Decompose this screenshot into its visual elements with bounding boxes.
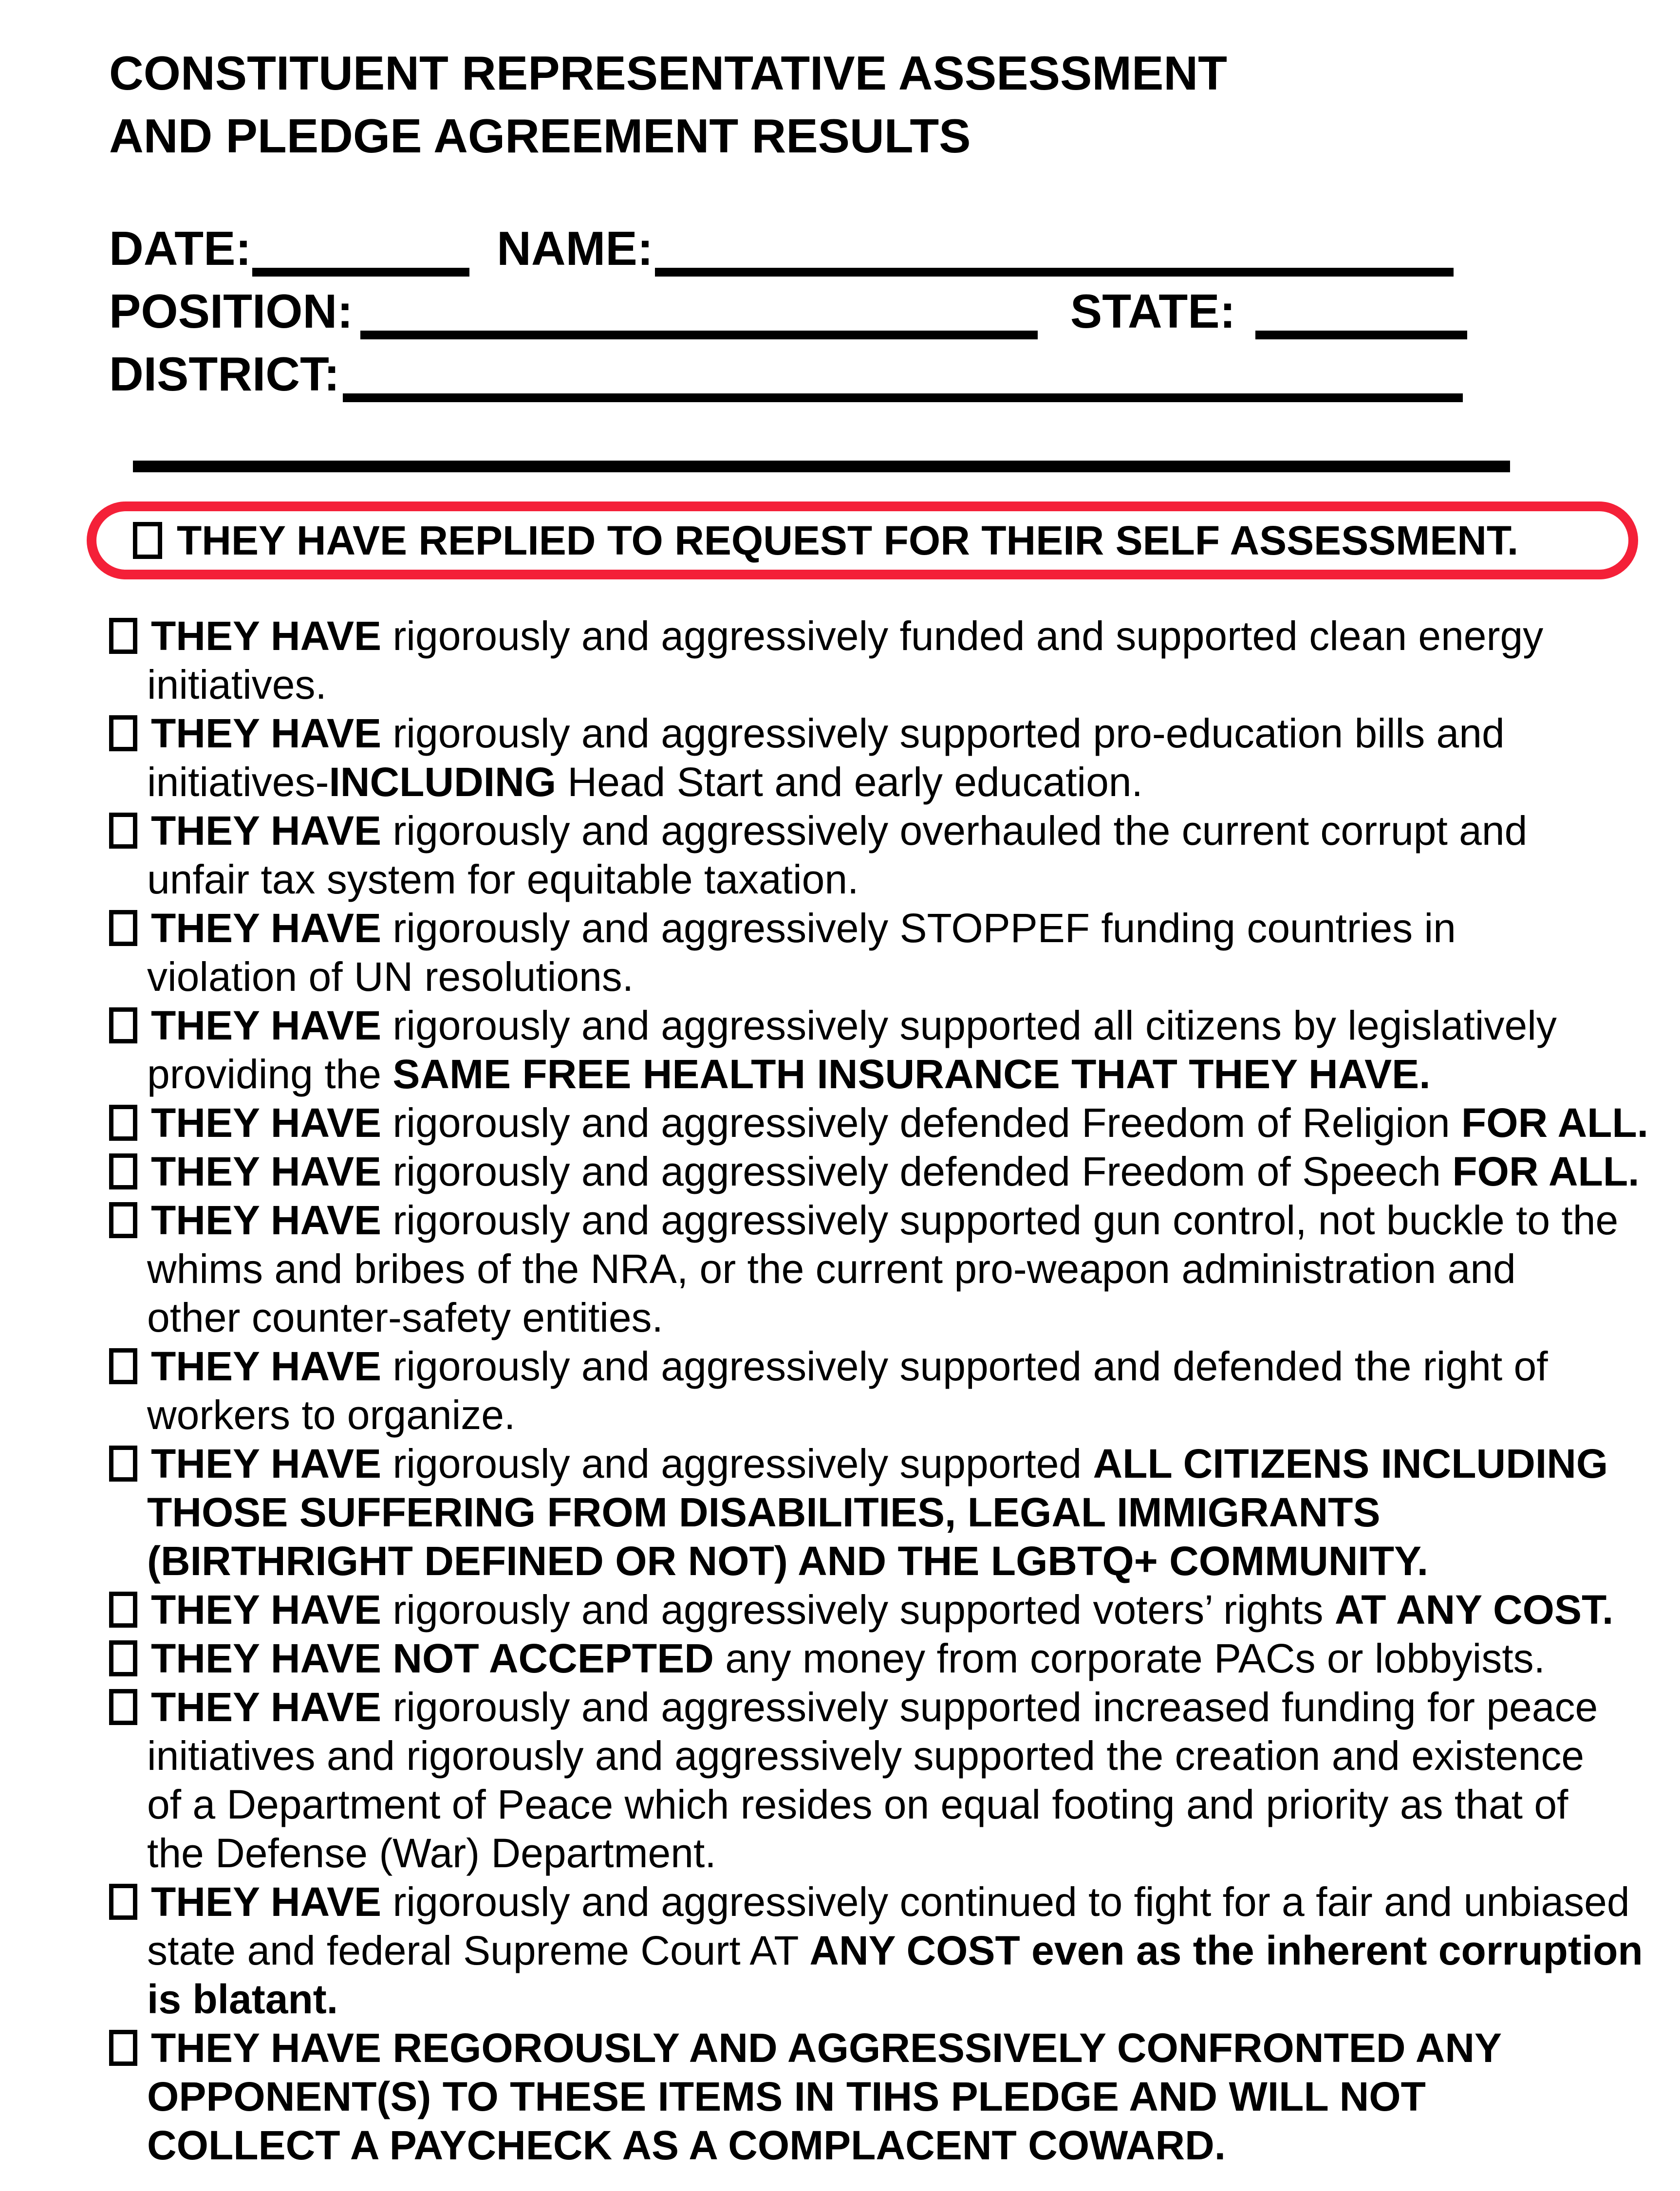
item-text-segment: ALL CITIZENS INCLUDING [1093,1441,1608,1486]
item-text-segment: THEY HAVE [151,1149,381,1194]
item-text-segment: initiatives. [147,662,327,707]
item-text-segment: INCLUDING [329,759,557,805]
item-text-segment: THEY HAVE [151,1003,381,1048]
checklist-item [109,1634,1658,1683]
item-line [109,1877,1658,1926]
item-text-segment: rigorously and aggressively supported gun control, not buckle to the [381,1197,1619,1243]
checkbox-icon[interactable] [109,1105,137,1141]
checkbox-icon[interactable] [109,1640,137,1676]
item-text-segment: THEY HAVE [151,808,381,854]
item-text-segment: rigorously and aggressively defended Freedom of Religion [381,1100,1461,1146]
item-text-segment: rigorously and aggressively defended Freedom of Speech [381,1149,1453,1194]
item-text-segment: FOR ALL. [1461,1100,1649,1146]
item-text-segment: rigorously and aggressively continued to fight for a fair and unbiased [381,1879,1630,1925]
item-text-segment: rigorously and aggressively STOPPEF funding countries in [381,905,1456,951]
item-line [109,1391,1658,1439]
item-line [109,1634,1658,1683]
district-label: DISTRICT: [109,347,340,401]
item-line [109,1001,1658,1050]
item-text-segment: is blatant. [147,1976,338,2022]
page-title-line2: AND PLEDGE AGREEMENT RESULTS [109,109,971,163]
checklist-item [109,1098,1658,1147]
item-text-segment: rigorously and aggressively supported pro-education bills and [381,710,1505,756]
page-title [109,42,1658,167]
page-title-line1: CONSTITUENT REPRESENTATIVE ASSESSMENT [109,46,1227,100]
checkbox-icon[interactable] [133,522,162,559]
checkbox-icon[interactable] [109,813,137,849]
checklist-item [109,904,1658,1001]
item-text-segment: THEY HAVE NOT ACCEPTED [151,1635,714,1681]
item-text-segment: unfair tax system for equitable taxation. [147,856,859,902]
item-text-segment: SAME FREE HEALTH INSURANCE THAT THEY HAVE. [392,1051,1431,1097]
item-line [109,1829,1658,1877]
checkbox-icon[interactable] [109,715,137,751]
item-line [109,1780,1658,1829]
item-text-segment: OPPONENT(S) TO THESE ITEMS IN TIHS PLEDGE AND WILL NOT [147,2074,1426,2119]
checklist-item [109,2024,1658,2170]
item-line [109,1537,1658,1585]
item-line [109,1488,1658,1537]
checkbox-icon[interactable] [109,1007,137,1043]
item-text-segment: THEY HAVE [151,1684,381,1730]
checklist-item [109,1342,1658,1439]
item-line [109,1926,1658,1975]
item-line [109,2121,1658,2170]
item-text-segment: (BIRTHRIGHT DEFINED OR NOT) AND THE LGBTQ+ COMMUNITY. [147,1538,1429,1584]
item-text-segment: initiatives- [147,759,329,805]
state-blank-field[interactable] [1255,331,1467,339]
checklist-item [109,1585,1658,1634]
highlighted-pledge-item [87,501,1638,579]
item-text-segment: THOSE SUFFERING FROM DISABILITIES, LEGAL IMMIGRANTS [147,1489,1381,1535]
checklist-item [109,709,1658,806]
item-line [109,806,1658,855]
item-text-segment: Head Start and early education. [556,759,1143,805]
checklist-item [109,1683,1658,1877]
checkbox-icon[interactable] [109,910,137,946]
item-text-segment: THEY HAVE [151,710,381,756]
item-text-segment: COLLECT A PAYCHECK AS A COMPLACENT COWARD. [147,2122,1226,2168]
checkbox-icon[interactable] [109,1153,137,1189]
checklist-item [109,1877,1658,2024]
item-text-segment: THEY HAVE [151,1197,381,1243]
item-line [109,612,1658,660]
checklist-item [109,1439,1658,1585]
item-line [109,1683,1658,1731]
item-text-segment: rigorously and aggressively supported all citizens by legislatively [381,1003,1557,1048]
highlighted-pledge-text: THEY HAVE REPLIED TO REQUEST FOR THEIR SELF ASSESSMENT. [177,517,1519,563]
checklist-item [109,1196,1658,1342]
item-line [109,660,1658,709]
item-text-segment: rigorously and aggressively funded and supported clean energy [381,613,1544,659]
item-text-segment: THEY HAVE [151,1879,381,1925]
date-blank-field[interactable] [252,268,469,277]
item-line [109,709,1658,758]
item-text-segment: initiatives and rigorously and aggressively supported the creation and existence [147,1733,1585,1779]
item-line [109,1439,1658,1488]
item-text-segment: THEY HAVE REGOROUSLY AND AGGRESSIVELY CONFRONTED ANY [151,2025,1502,2071]
item-text-segment: any money from corporate PACs or lobbyists. [713,1635,1546,1681]
item-text-segment: FOR ALL. [1452,1149,1640,1194]
item-line [109,1244,1658,1293]
horizontal-rule [133,461,1510,472]
item-line [109,1050,1658,1098]
position-blank-field[interactable] [360,331,1038,339]
item-line [109,1975,1658,2024]
item-text-segment: rigorously and aggressively supported [381,1441,1093,1486]
item-line [109,952,1658,1001]
form-row-date-name [109,217,1658,280]
item-text-segment: other counter-safety entities. [147,1295,663,1340]
item-text-segment: THEY HAVE [151,1343,381,1389]
item-line [109,1098,1658,1147]
checkbox-icon[interactable] [109,1348,137,1384]
item-line [109,904,1658,952]
item-text-segment: rigorously and aggressively supported and defended the right of [381,1343,1548,1389]
position-label: POSITION: [109,284,353,338]
item-text-segment: rigorously and aggressively supported increased funding for peace [381,1684,1598,1730]
item-line [109,1731,1658,1780]
checkbox-icon[interactable] [109,1592,137,1628]
item-text-segment: the Defense (War) Department. [147,1830,716,1876]
item-text-segment: THEY HAVE [151,1100,381,1146]
checkbox-icon[interactable] [109,1202,137,1238]
item-line [109,1147,1658,1196]
checklist-item [109,612,1658,709]
item-line [109,1293,1658,1342]
item-text-segment: of a Department of Peace which resides on equal footing and priority as that of [147,1782,1568,1827]
item-line [109,1585,1658,1634]
item-line [109,758,1658,806]
checklist-item [109,1147,1658,1196]
checkbox-icon[interactable] [109,1689,137,1725]
district-blank-field[interactable] [343,393,1463,402]
item-text-segment: ANY COST even as the inherent corruption [809,1928,1643,1973]
item-text-segment: THEY HAVE [151,1441,381,1486]
checklist-item [109,806,1658,904]
item-text-segment: whims and bribes of the NRA, or the current pro-weapon administration and [147,1246,1516,1292]
item-text-segment: AT ANY COST. [1334,1587,1614,1633]
item-text-segment: workers to organize. [147,1392,516,1438]
state-label: STATE: [1070,284,1236,338]
name-label: NAME: [497,222,653,275]
checkbox-icon[interactable] [109,1884,137,1920]
item-text-segment: THEY HAVE [151,613,381,659]
item-text-segment: THEY HAVE [151,1587,381,1633]
item-line [109,1196,1658,1244]
checkbox-icon[interactable] [109,618,137,654]
item-line [109,1342,1658,1391]
date-label: DATE: [109,222,252,275]
header-form [109,217,1658,406]
item-line [109,2024,1658,2072]
form-row-position-state [109,280,1658,343]
item-text-segment: rigorously and aggressively supported voters’ rights [381,1587,1335,1633]
item-text-segment: THEY HAVE [151,905,381,951]
checkbox-icon[interactable] [109,1446,137,1482]
item-line [109,2072,1658,2121]
pledge-checklist [109,612,1658,2170]
item-line [109,855,1658,904]
item-text-segment: state and federal Supreme Court AT [147,1928,810,1973]
item-text-segment: providing the [147,1051,393,1097]
checklist-item [109,1001,1658,1098]
item-text-segment: violation of UN resolutions. [147,954,634,1000]
form-row-district [109,343,1658,406]
name-blank-field[interactable] [655,268,1454,277]
checkbox-icon[interactable] [109,2030,137,2066]
item-text-segment: rigorously and aggressively overhauled the current corrupt and [381,808,1528,854]
